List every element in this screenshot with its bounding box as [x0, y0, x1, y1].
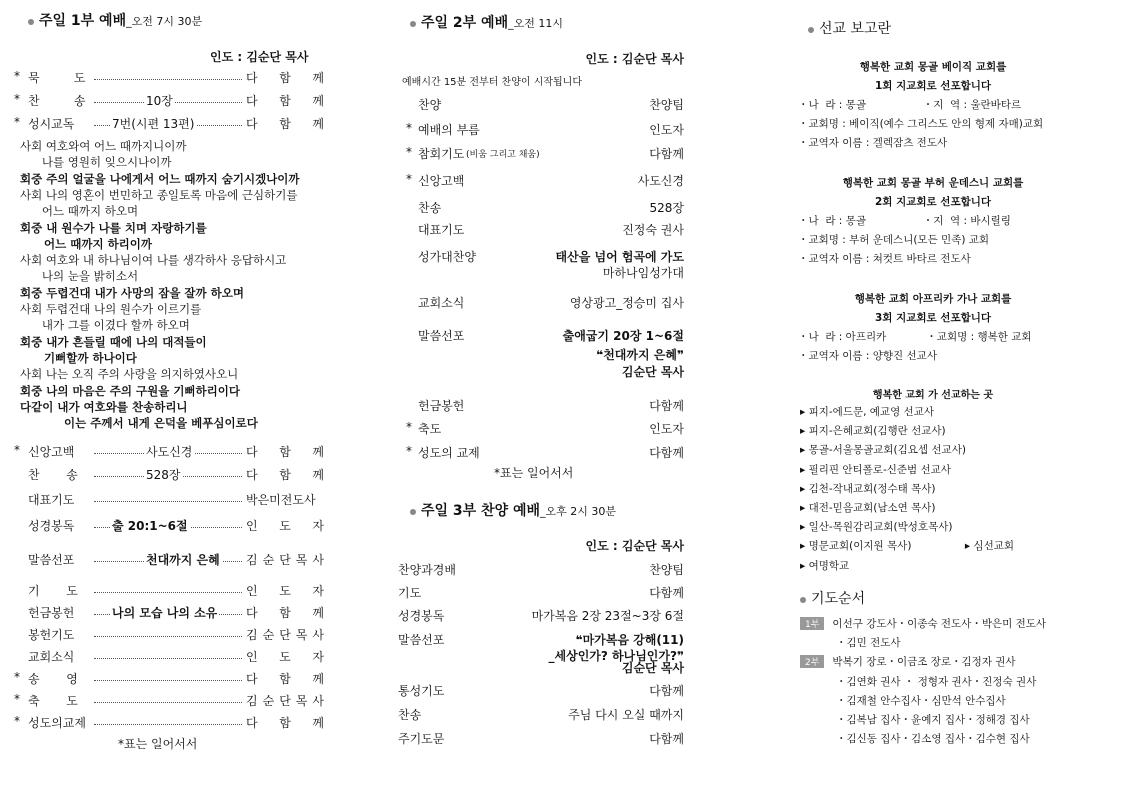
prayer-names: 이선구 강도사・이종숙 전도사・박은미 전도사	[832, 618, 1047, 630]
order-row	[398, 584, 684, 600]
order-label: 말씀선포	[418, 329, 465, 343]
person-char: 께	[312, 117, 324, 131]
person-char: 다	[246, 672, 258, 686]
order-person	[246, 692, 324, 709]
person-char: 박은미전도사	[246, 493, 316, 507]
order-row	[398, 682, 684, 698]
order-label: 찬양과경배	[398, 563, 456, 577]
person-char: 께	[312, 606, 324, 620]
stand-marker: *	[14, 69, 20, 83]
order-label: 대표기도	[418, 223, 465, 237]
person-char: 함	[279, 445, 291, 459]
order-label: 말씀선포	[28, 553, 75, 567]
prayer-names: ・김복남 집사・윤예지 집사・정해경 집사	[836, 714, 1030, 726]
order-content: 528장	[146, 468, 181, 482]
person-char: 자	[312, 650, 324, 664]
responsive-reading-line: 회중 주의 얼굴을 나에게서 어느 때까지 숨기시겠나이까	[20, 171, 300, 186]
mission-report-heading	[808, 18, 891, 38]
order-person: 영상광고_정승미 집사	[569, 296, 684, 310]
order-label: 교회소식	[418, 296, 465, 310]
order-label: 축도	[418, 422, 442, 436]
responsive-reading-line: 회중 내가 흔들릴 때에 나의 대적들이	[20, 334, 207, 349]
order-person: 김순단 목사	[621, 365, 684, 379]
order-person: 진정숙 권사	[622, 223, 684, 237]
person-char: 함	[279, 117, 291, 131]
service-tag: 1부	[800, 617, 824, 630]
responsive-reading-line: 다같이 내가 여호와를 찬송하리니	[20, 399, 188, 414]
order-row	[14, 466, 324, 482]
prayer-line	[800, 616, 1046, 631]
order-row	[398, 346, 684, 362]
person-char: 김	[246, 553, 258, 567]
mission-place-item: ▸ 명문교회(이지원 목사) ▸ 심선교회	[800, 540, 1015, 553]
order-row	[398, 294, 684, 310]
order-row	[398, 444, 684, 460]
order-label: 기 도	[28, 584, 78, 598]
prayer-line	[800, 654, 1016, 669]
person-char: 께	[312, 468, 324, 482]
order-label: 통성기도	[398, 684, 445, 698]
order-label: 말씀선포	[398, 633, 445, 647]
person-char: 단	[279, 553, 291, 567]
order-person	[246, 582, 324, 599]
person-char: 순	[262, 694, 275, 708]
bullet-dot-icon	[808, 27, 814, 33]
responsive-reading-line: 기뻐할까 하나이다	[20, 350, 137, 365]
person-char: 함	[279, 716, 291, 730]
order-label: 성도의교제	[28, 716, 86, 730]
stand-marker: *	[14, 692, 20, 706]
order-row	[14, 69, 324, 85]
person-char: 사	[312, 628, 324, 642]
stand-marker: *	[406, 420, 412, 434]
order-label: 신앙고백	[28, 445, 75, 459]
order-content: 7번(시편 13편)	[112, 117, 195, 131]
order-person: 김순단 목사	[621, 661, 684, 675]
order-person: 마가복음 2장 23절~3장 6절	[531, 609, 684, 623]
stand-marker: *	[14, 115, 20, 129]
order-row	[14, 443, 324, 459]
person-char: 다	[246, 94, 258, 108]
order-person	[246, 491, 324, 508]
order-label: 교회소식	[28, 650, 75, 664]
person-char: 목	[295, 628, 308, 642]
order-person	[246, 648, 324, 665]
responsive-reading-line: 어느 때까지 하오며	[20, 204, 139, 219]
prayer-line	[800, 674, 1036, 689]
order-row	[398, 607, 684, 623]
second-service-heading	[410, 12, 563, 32]
order-person: 다함께	[649, 446, 684, 460]
report-subheading: 1회 지교회로 선포합니다	[874, 80, 992, 92]
section-title: 주일 3부 찬양 예배	[421, 503, 541, 519]
person-char: 목	[295, 553, 308, 567]
order-person	[246, 714, 324, 731]
dot-leader	[94, 501, 242, 502]
bullet-dot-icon	[410, 21, 416, 27]
mission-report	[798, 58, 1068, 153]
responsive-reading-line: 사회 두렵건대 나의 원수가 이르기를	[20, 302, 202, 316]
order-person	[246, 551, 324, 568]
order-person	[246, 69, 324, 86]
order-label: 송 영	[28, 672, 78, 686]
dot-leader	[94, 79, 242, 80]
mission-place-item: ▸ 여명학교	[800, 559, 850, 572]
order-content: 나의 모습 나의 소유	[112, 606, 218, 620]
stand-marker: *	[406, 145, 412, 159]
person-char: 김	[246, 628, 258, 642]
order-person	[246, 604, 324, 621]
leader-line: 인도 : 김순단 목사	[585, 539, 684, 553]
person-char: 도	[279, 650, 291, 664]
person-char: 목	[295, 694, 308, 708]
person-char: 자	[312, 584, 324, 598]
dot-leader	[94, 592, 242, 593]
person-char: 다	[246, 71, 258, 85]
prayer-names: 박복기 장로・이금조 장로・김정자 권사	[832, 656, 1016, 669]
person-char: 단	[279, 694, 291, 708]
order-person: 다함께	[649, 147, 684, 161]
order-person	[246, 443, 324, 460]
order-label: 참회기도	[418, 147, 465, 161]
responsive-reading-line: 사회 여호와여 어느 때까지니이까	[20, 139, 187, 153]
person-char: 함	[279, 468, 291, 482]
third-service-heading	[410, 500, 616, 520]
section-title: 선교 보고란	[819, 21, 892, 37]
mission-report	[798, 290, 1068, 366]
section-time: _오전 11시	[508, 17, 563, 30]
order-person: 다함께	[649, 399, 684, 413]
order-row	[398, 420, 684, 436]
responsive-reading-line: 이는 주께서 내게 은덕을 베푸심이로다	[20, 416, 258, 431]
section-title: 주일 1부 예배	[39, 13, 127, 29]
section-time: _오전 7시 30분	[126, 15, 203, 28]
order-content: 출 20:1~6절	[112, 519, 188, 533]
order-row	[398, 730, 684, 746]
order-label: 성경봉독	[398, 609, 445, 623]
order-row	[398, 96, 684, 112]
person-char: 다	[246, 716, 258, 730]
responsive-reading-line: 사회 여호와 내 하나님이여 나를 생각하사 응답하시고	[20, 253, 287, 268]
order-person: 사도신경	[637, 174, 684, 188]
report-heading: 행복한 교회 몽골 부허 운데스니 교회를	[842, 177, 1024, 189]
person-char: 김	[246, 694, 258, 708]
report-detail: ・교회명 : 베이직(예수 그리스도 안의 형제 자매)교회	[798, 118, 1044, 130]
order-person: 찬양팀	[649, 563, 684, 577]
person-char: 께	[312, 445, 324, 459]
person-char: 함	[279, 606, 291, 620]
dot-leader	[94, 636, 242, 637]
order-person	[246, 115, 324, 132]
order-content: 사도신경	[146, 445, 193, 459]
person-char: 함	[279, 672, 291, 686]
person-char: 다	[246, 117, 258, 131]
order-person: 출애굽기 20장 1~6절	[562, 329, 684, 343]
mission-place-item: ▸ 피지-에드문, 예교영 선교사	[800, 406, 934, 418]
leader-line: 인도 : 김순단 목사	[585, 52, 684, 66]
order-label: 주기도문	[398, 732, 445, 746]
order-label: 찬 송	[28, 94, 86, 108]
order-row	[14, 582, 324, 598]
person-char: 사	[312, 694, 324, 708]
mission-places-heading: 행복한 교회 가 선교하는 곳	[872, 390, 994, 401]
prayer-names: ・김민 전도사	[836, 637, 901, 650]
report-subheading: 2회 지교회로 선포합니다	[874, 196, 992, 208]
report-detail: ・나 라 : 아프리카 ・교회명 : 행복한 교회	[798, 331, 1032, 343]
order-person: 다함께	[649, 586, 684, 600]
order-sublabel: (비움 그리고 채움)	[466, 150, 540, 160]
dot-leader	[94, 724, 242, 725]
order-person: ❝마가복음 강해(11)	[575, 633, 684, 647]
worship-note: 예배시간 15분 전부터 찬양이 시작됩니다	[402, 77, 582, 88]
order-row	[398, 327, 684, 343]
order-label: 찬 송	[28, 468, 78, 482]
order-content: 10장	[146, 94, 173, 108]
order-row	[14, 626, 324, 642]
mission-place-item: ▸ 필리핀 안티폴로-신준범 선교사	[800, 463, 951, 476]
person-char: 다	[246, 445, 258, 459]
person-char: 께	[312, 716, 324, 730]
report-detail: ・교역자 이름 : 겔렉잠츠 전도사	[798, 137, 948, 149]
order-person	[246, 92, 324, 109]
person-char: 인	[246, 519, 258, 533]
leader-line: 인도 : 김순단 목사	[210, 50, 309, 64]
prayer-names: ・김신동 집사・김소영 집사・김수현 집사	[836, 733, 1030, 746]
order-person	[246, 517, 324, 534]
order-person: 태산을 넘어 험곡에 가도	[555, 250, 684, 264]
order-row	[14, 92, 324, 108]
stand-note: *표는 일어서서	[118, 737, 198, 751]
order-person: 주님 다시 오실 때까지	[568, 708, 684, 722]
order-row	[398, 221, 684, 237]
person-char: 다	[246, 468, 258, 482]
order-label: 기도	[398, 586, 422, 600]
order-label: 축 도	[28, 694, 78, 708]
order-person	[246, 466, 324, 483]
prayer-line	[800, 693, 1006, 708]
mission-place-item: ▸ 대전-믿음교회(남소연 목사)	[800, 502, 936, 514]
mission-place-item: ▸ 김천-작내교회(정수태 목사)	[800, 482, 936, 495]
order-person: 찬양팀	[649, 98, 684, 112]
order-label: 성도의 교제	[418, 446, 480, 460]
person-char: 도	[279, 584, 291, 598]
service-tag: 2부	[800, 655, 824, 668]
responsive-reading-line: 어느 때까지 하리이까	[20, 236, 153, 251]
order-row	[398, 172, 684, 188]
person-char: 함	[279, 94, 291, 108]
order-person: 528장	[649, 201, 684, 215]
order-label: 찬양	[418, 98, 442, 112]
order-row	[398, 397, 684, 413]
order-row	[14, 670, 324, 686]
order-row	[14, 551, 324, 567]
responsive-reading-line: 나의 눈을 밝히소서	[20, 269, 139, 284]
mission-report	[798, 174, 1068, 269]
stand-marker: *	[14, 714, 20, 728]
order-label: 대표기도	[28, 493, 75, 507]
bullet-dot-icon	[410, 509, 416, 515]
order-row	[398, 264, 684, 280]
responsive-reading-line: 회중 나의 마음은 주의 구원을 기뻐하리이다	[20, 383, 240, 398]
order-row	[14, 115, 324, 131]
order-person: ❝천대까지 은혜❞	[596, 348, 684, 362]
order-label: 찬송	[398, 708, 422, 722]
stand-marker: *	[406, 172, 412, 186]
order-row	[14, 692, 324, 708]
person-char: 도	[279, 519, 291, 533]
person-char: 자	[312, 519, 324, 533]
order-label: 헌금봉헌	[418, 399, 465, 413]
order-content: 천대까지 은혜	[146, 553, 220, 567]
stand-marker: *	[14, 443, 20, 457]
order-label: 성경봉독	[28, 519, 75, 533]
order-label: 묵 도	[28, 71, 86, 85]
order-row	[398, 145, 684, 161]
order-person	[246, 626, 324, 643]
order-row	[398, 199, 684, 215]
stand-marker: *	[406, 444, 412, 458]
dot-leader	[94, 702, 242, 703]
person-char: 사	[312, 553, 324, 567]
dot-leader	[94, 680, 242, 681]
person-char: 다	[246, 606, 258, 620]
stand-marker: *	[14, 670, 20, 684]
responsive-reading-line: 사회 나의 영혼이 번민하고 종일토록 마음에 근심하기를	[20, 187, 298, 202]
mission-place-item: ▸ 몽골-서울몽골교회(김요셉 선교사)	[800, 444, 966, 457]
prayer-order-heading	[800, 588, 865, 608]
order-row	[398, 363, 684, 379]
responsive-reading-line: 내가 그를 이겼다 할까 하오며	[20, 318, 190, 333]
prayer-line	[800, 712, 1030, 727]
report-heading: 행복한 교회 몽골 베이직 교회를	[859, 61, 1007, 73]
order-row	[14, 491, 324, 507]
section-title: 기도순서	[811, 591, 866, 607]
order-row	[14, 517, 324, 533]
prayer-names: ・김재철 안수집사・심만석 안수집사	[836, 694, 1006, 707]
order-person: 인도자	[649, 422, 684, 436]
section-title: 주일 2부 예배	[421, 15, 509, 31]
responsive-reading-line: 회중 내 원수가 나를 치며 자랑하기를	[20, 220, 207, 235]
order-row	[14, 648, 324, 664]
order-person: 마하나임성가대	[602, 266, 684, 280]
stand-marker: *	[14, 92, 20, 106]
responsive-reading-line: 회중 두렵건대 내가 사망의 잠을 잘까 하오며	[20, 285, 244, 300]
dot-leader	[94, 658, 242, 659]
order-row	[398, 631, 684, 647]
order-row	[398, 248, 684, 264]
order-label: 봉헌기도	[28, 628, 75, 642]
order-person: 다함께	[649, 684, 684, 698]
order-person	[246, 670, 324, 687]
order-person: 다함께	[649, 732, 684, 746]
order-label: 성시교독	[28, 117, 75, 131]
order-row	[398, 561, 684, 577]
bullet-dot-icon	[28, 19, 34, 25]
first-service-heading	[28, 10, 202, 30]
report-detail: ・교역자 이름 : 쳐컷트 바타르 전도사	[798, 253, 971, 265]
bullet-dot-icon	[800, 597, 806, 603]
order-row	[14, 604, 324, 620]
person-char: 인	[246, 650, 258, 664]
mission-place-item: ▸ 일산-목원감리교회(박성호목사)	[800, 521, 953, 534]
order-label: 헌금봉헌	[28, 606, 75, 620]
person-char: 순	[262, 628, 275, 642]
responsive-reading-line: 사회 나는 오직 주의 사랑을 의지하였사오니	[20, 367, 239, 382]
order-person: _세상인가? 하나님인가?❞	[548, 649, 684, 663]
report-detail: ・교역자 이름 : 양향진 선교사	[798, 350, 937, 362]
order-person: 인도자	[649, 123, 684, 137]
person-char: 께	[312, 672, 324, 686]
person-char: 인	[246, 584, 258, 598]
mission-place-item: ▸ 피지-은혜교회(김행란 선교사)	[800, 425, 946, 438]
order-row	[398, 659, 684, 675]
person-char: 함	[279, 71, 291, 85]
report-detail: ・교회명 : 부허 운데스니(모든 민족) 교회	[798, 234, 990, 246]
section-time: _오후 2시 30분	[540, 505, 617, 518]
prayer-line	[800, 635, 901, 650]
person-char: 순	[262, 553, 275, 567]
person-char: 단	[279, 628, 291, 642]
order-label: 성가대찬양	[418, 250, 476, 264]
order-row	[14, 714, 324, 730]
report-detail: ・나 라 : 몽골 ・지 역 : 울란바타르	[798, 99, 1022, 111]
order-label: 예배의 부름	[418, 123, 480, 137]
order-label: 찬송	[418, 201, 442, 215]
order-row	[398, 121, 684, 137]
order-label: 신앙고백	[418, 174, 465, 188]
report-detail: ・나 라 : 몽골 ・지 역 : 바시릴링	[798, 215, 1011, 227]
report-heading: 행복한 교회 아프리카 가나 교회를	[854, 293, 1012, 305]
report-subheading: 3회 지교회로 선포합니다	[874, 312, 992, 324]
person-char: 께	[312, 71, 324, 85]
responsive-reading-line: 나를 영원히 잊으시나이까	[20, 155, 172, 170]
prayer-names: ・김연화 권사 ・ 정형자 권사・진정숙 권사	[836, 675, 1037, 688]
order-row	[398, 706, 684, 722]
person-char: 께	[312, 94, 324, 108]
stand-note: *표는 일어서서	[494, 466, 574, 480]
stand-marker: *	[406, 121, 412, 135]
prayer-line	[800, 731, 1030, 746]
